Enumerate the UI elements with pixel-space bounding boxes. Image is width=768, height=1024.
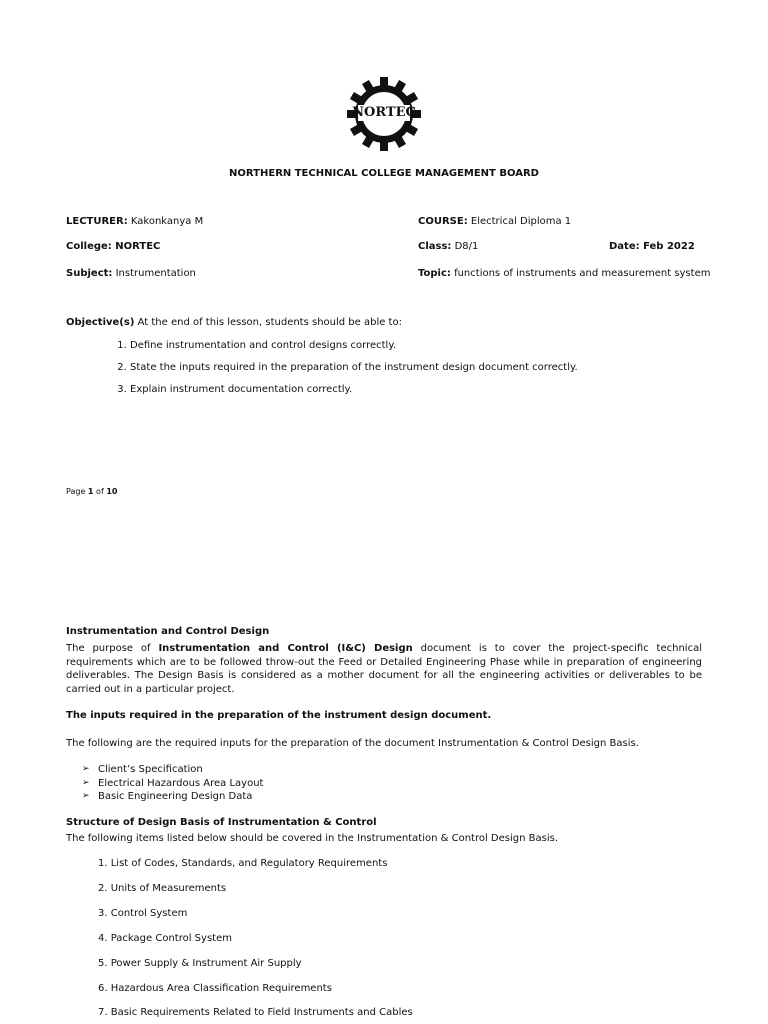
page-of-label: of [96, 487, 104, 496]
structure-item: 6. Hazardous Area Classification Requirements [98, 983, 332, 994]
class-value: D8/1 [454, 241, 479, 252]
topic-label: Topic: [418, 268, 451, 279]
paragraph-text: The purpose of [66, 643, 151, 654]
section-heading: Instrumentation and Control Design [66, 626, 270, 637]
section-heading: The inputs required in the preparation of the instrument design document. [66, 710, 492, 721]
course-field [418, 216, 571, 227]
page-total: 10 [106, 487, 118, 496]
section-paragraph [66, 642, 702, 696]
section-intro: The following items listed below should be covered in the Instrumentation & Control Design Basis. [66, 833, 558, 844]
subject-field [66, 268, 196, 279]
subject-value: Instrumentation [115, 268, 196, 279]
lecturer-field [66, 216, 203, 227]
section-heading: Structure of Design Basis of Instrumentation & Control [66, 817, 377, 828]
objectives-label: Objective(s) [66, 317, 135, 328]
nortec-logo [346, 76, 422, 152]
objective-item: 3. Explain instrument documentation correctly. [130, 384, 730, 396]
lecturer-label: LECTURER: [66, 216, 128, 227]
page-number [66, 487, 117, 496]
course-label: COURSE: [418, 216, 468, 227]
objective-item: 2. State the inputs required in the preparation of the instrument design document correctly. [130, 362, 730, 374]
college-field: College: NORTEC [66, 241, 161, 252]
list-item-text: Basic Engineering Design Data [98, 791, 253, 802]
subject-label: Subject: [66, 268, 113, 279]
logo-text: NORTEC [352, 105, 416, 120]
paragraph-text: document is to cover the project-specific technical requirements which are to be followed throw-out the Feed or Detailed Engineering Phase while in preparation of engineering deliverables. The Design Basis is considered as a mother document for all the engineering activities or deliverables to be carried out in a particular project. [66, 643, 702, 695]
class-field [418, 241, 478, 252]
page-current: 1 [87, 487, 94, 496]
course-value: Electrical Diploma 1 [470, 216, 572, 227]
list-item-text: Client’s Specification [98, 764, 203, 775]
structure-item: 2. Units of Measurements [98, 883, 227, 894]
list-item [82, 790, 263, 804]
topic-value: functions of instruments and measurement system [454, 268, 711, 279]
list-item [82, 763, 263, 777]
board-title: NORTHERN TECHNICAL COLLEGE MANAGEMENT BOARD [229, 168, 539, 179]
structure-item: 3. Control System [98, 908, 188, 919]
section-intro: The following are the required inputs for the preparation of the document Instrumentation & Control Design Basis. [66, 738, 639, 749]
objectives-intro-text: At the end of this lesson, students should be able to: [137, 317, 402, 328]
list-item [82, 777, 263, 791]
page-label: Page [66, 487, 86, 496]
structure-item: 1. List of Codes, Standards, and Regulatory Requirements [98, 858, 388, 869]
structure-item: 4. Package Control System [98, 933, 232, 944]
date-field: Date: Feb 2022 [609, 241, 695, 252]
objectives-list [112, 340, 730, 406]
objectives-intro [66, 317, 402, 328]
arrow-bullet-icon: ➢ [82, 777, 90, 788]
lecturer-value: Kakonkanya M [130, 216, 204, 227]
structure-item: 7. Basic Requirements Related to Field Instruments and Cables [98, 1007, 413, 1018]
objective-item: 1. Define instrumentation and control designs correctly. [130, 340, 730, 352]
structure-item: 5. Power Supply & Instrument Air Supply [98, 958, 302, 969]
inputs-list [82, 763, 263, 804]
arrow-bullet-icon: ➢ [82, 764, 90, 774]
list-item-text: Electrical Hazardous Area Layout [98, 777, 264, 789]
paragraph-bold: Instrumentation and Control (I&C) Design [158, 643, 413, 654]
arrow-bullet-icon: ➢ [82, 791, 90, 801]
class-label: Class: [418, 241, 452, 252]
topic-field [418, 268, 710, 279]
